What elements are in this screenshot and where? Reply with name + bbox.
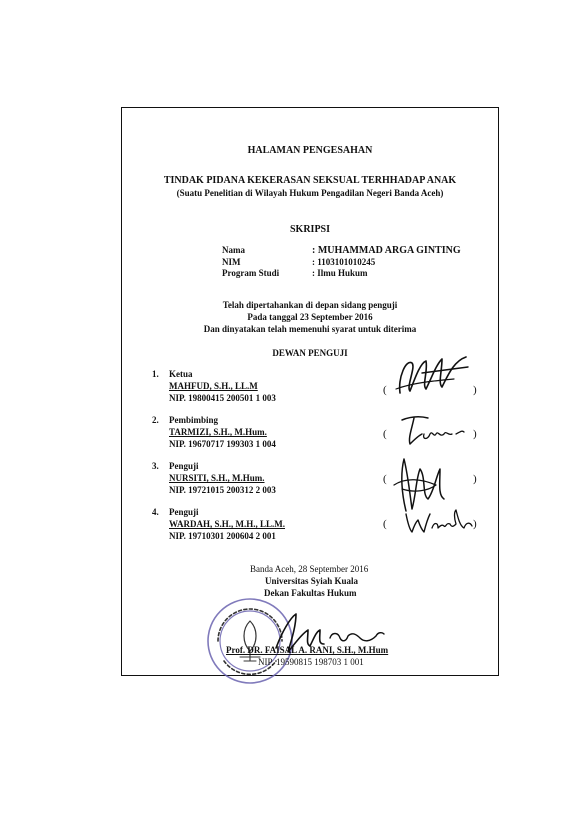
board-title: DEWAN PENGUJI xyxy=(272,348,348,358)
close-paren: ) xyxy=(473,428,477,440)
member-nip: NIP. 19710301 200604 2 001 xyxy=(169,531,276,541)
thesis-title: TINDAK PIDANA KEKERASAN SEKSUAL TERHHADAP ANAK xyxy=(163,175,457,186)
member-role: Ketua xyxy=(169,369,193,379)
signature-penguji-2 xyxy=(402,508,474,538)
open-paren: ( xyxy=(383,518,387,530)
program-value: : Ilmu Hukum xyxy=(312,268,368,278)
signature-penguji-1 xyxy=(392,455,452,515)
close-paren: ) xyxy=(473,384,477,396)
member-name: WARDAH, S.H., M.H., LL.M. xyxy=(169,519,286,529)
member-number: 3. xyxy=(152,461,159,471)
member-role: Pembimbing xyxy=(169,415,219,425)
member-number: 4. xyxy=(152,507,159,517)
member-role: Penguji xyxy=(169,507,199,517)
thesis-subtitle: (Suatu Penelitian di Wilayah Hukum Pengadilan Negeri Banda Aceh) xyxy=(176,188,444,198)
open-paren: ( xyxy=(383,428,387,440)
signature-ketua xyxy=(392,353,472,401)
page-heading: HALAMAN PENGESAHAN xyxy=(247,145,373,156)
open-paren: ( xyxy=(383,473,387,485)
place-date: Banda Aceh, 28 September 2016 xyxy=(250,564,369,574)
member-role: Penguji xyxy=(169,461,199,471)
nim-value: : 1103101010245 xyxy=(312,257,376,267)
member-name: MAHFUD, S.H., LL.M xyxy=(169,381,258,391)
signature-pembimbing xyxy=(398,412,470,448)
member-name: TARMIZI, S.H., M.Hum. xyxy=(169,427,267,437)
university-name: Universitas Syiah Kuala xyxy=(265,576,359,586)
dean-title: Dekan Fakultas Hukum xyxy=(264,588,357,598)
member-number: 2. xyxy=(152,415,159,425)
dean-name: Prof. DR. FAISAL A. RANI, S.H., M.Hum xyxy=(226,645,389,655)
name-label: Nama xyxy=(222,245,245,255)
member-name: NURSITI, S.H., M.Hum. xyxy=(169,473,265,483)
dean-nip: NIP. 19590815 198703 1 001 xyxy=(258,657,364,667)
member-number: 1. xyxy=(152,369,159,379)
defense-line-3: Dan dinyatakan telah memenuhi syarat untuk diterima xyxy=(203,324,417,334)
defense-line-1: Telah dipertahankan di depan sidang penguji xyxy=(222,300,398,310)
name-value: : MUHAMMAD ARGA GINTING xyxy=(312,245,461,256)
nim-label: NIM xyxy=(222,257,241,267)
member-nip: NIP. 19670717 199303 1 004 xyxy=(169,439,276,449)
program-label: Program Studi xyxy=(222,268,280,278)
member-nip: NIP. 19800415 200501 1 003 xyxy=(169,393,276,403)
member-nip: NIP. 19721015 200312 2 003 xyxy=(169,485,276,495)
close-paren: ) xyxy=(473,518,477,530)
defense-line-2: Pada tanggal 23 September 2016 xyxy=(247,312,373,322)
document-type: SKRIPSI xyxy=(289,224,330,235)
open-paren: ( xyxy=(383,384,387,396)
close-paren: ) xyxy=(473,473,477,485)
